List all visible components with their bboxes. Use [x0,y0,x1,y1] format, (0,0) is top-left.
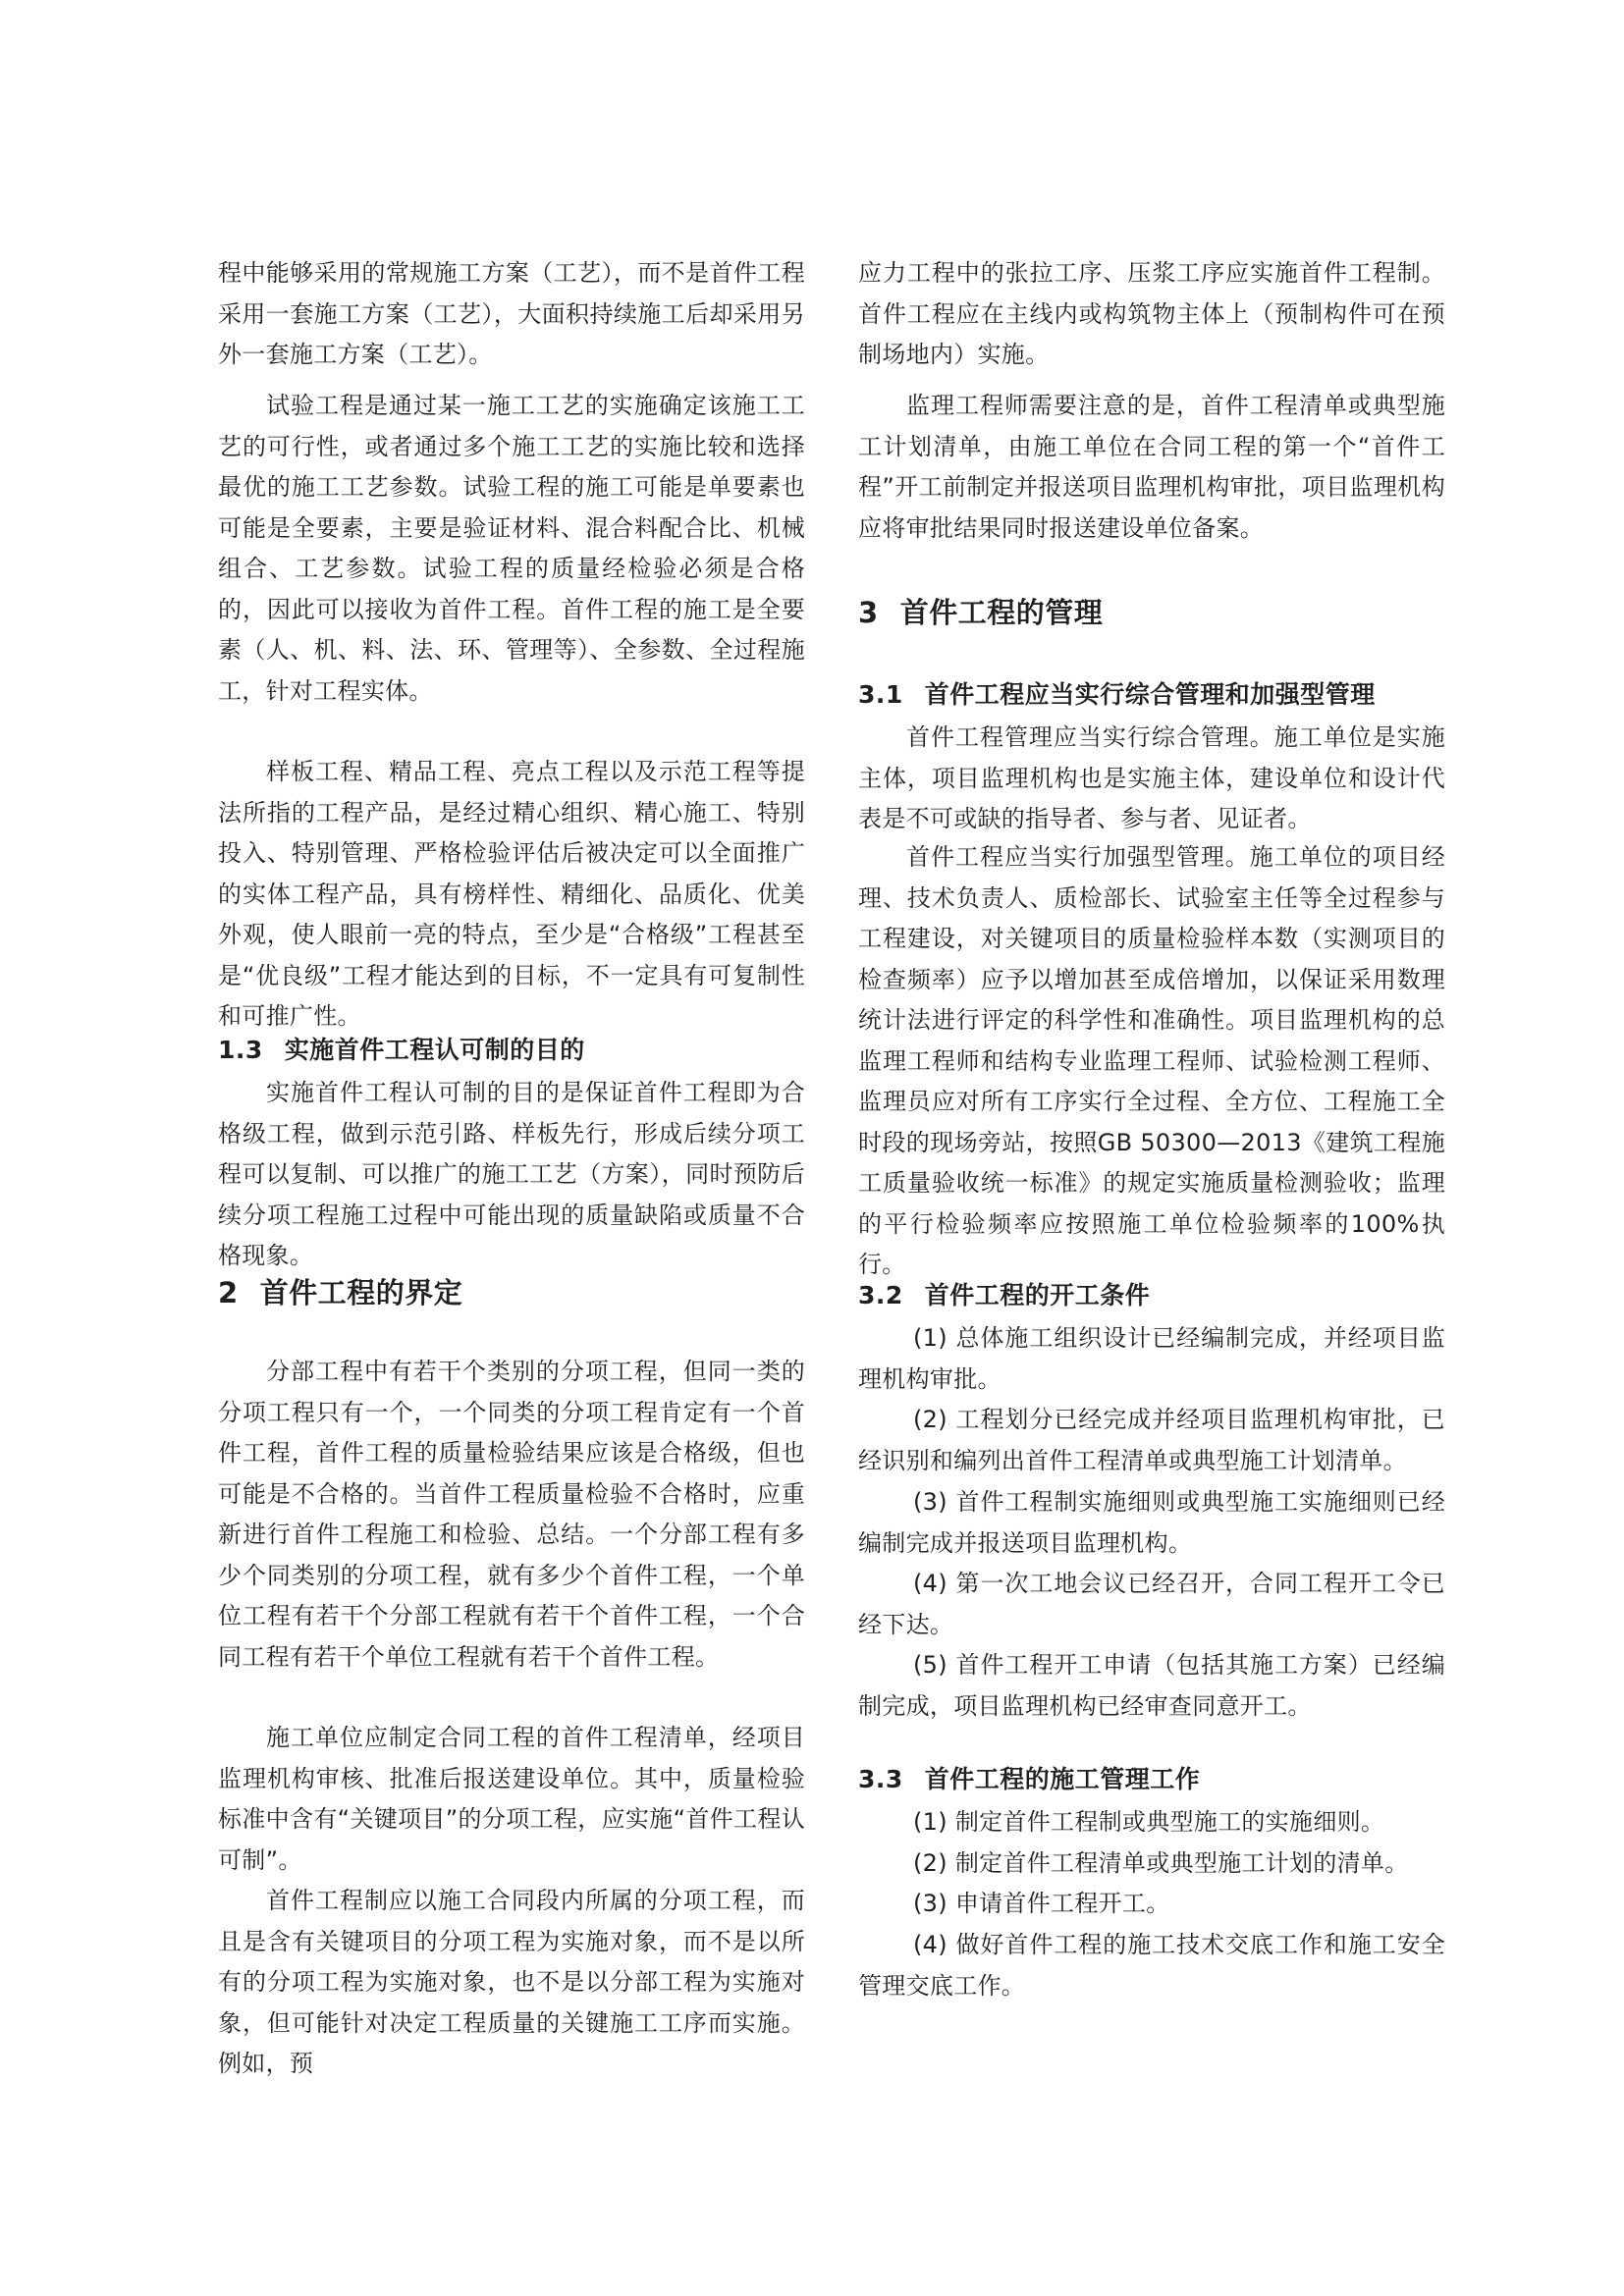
heading-number: 3 [858,596,879,629]
heading-text: 首件工程的开工条件 [924,1281,1151,1309]
list-item: (4) 做好首件工程的施工技术交底工作和施工安全管理交底工作。 [858,1931,1445,2000]
paragraph: 施工单位应制定合同工程的首件工程清单，经项目监理机构审核、批准后报送建设单位。其中，质量检验标准中含有“关键项目”的分项工程，应实施“首件工程认可制”。 [218,1724,805,1874]
heading-number: 3.3 [858,1765,903,1793]
section-heading-3-3 [858,1762,1200,1797]
list-item: (3) 首件工程制实施细则或典型施工实施细则已经编制完成并报送项目监理机构。 [858,1488,1445,1557]
heading-text: 首件工程应当实行综合管理和加强型管理 [924,680,1376,709]
list-item: (1) 制定首件工程制或典型施工的实施细则。 [913,1808,1385,1836]
section-heading-3-1 [858,677,1376,713]
paragraph: 试验工程是通过某一施工工艺的实施确定该施工工艺的可行性，或者通过多个施工工艺的实施比较和选择最优的施工工艺参数。试验工程的施工可能是单要素也可能是全要素，主要是验证材料、混合料配合比、机械组合、工艺参数。试验工程的质量经检验必须是合格的，因此可以接收为首件工程。首件工程的施工是全要素（人、机、料、法、环、管理等）、全参数、全过程施工，针对工程实体。 [218,392,805,705]
section-heading-2 [218,1273,462,1312]
heading-number: 1.3 [218,1036,263,1064]
list-item: (1) 总体施工组织设计已经编制完成，并经项目监理机构审批。 [858,1324,1445,1393]
section-heading-1-3 [218,1033,585,1068]
list-item: (2) 制定首件工程清单或典型施工计划的清单。 [913,1849,1409,1877]
paragraph: 首件工程制应以施工合同段内所属的分项工程，而且是含有关键项目的分项工程为实施对象，而不是以所有的分项工程为实施对象，也不是以分部工程为实施对象，但可能针对决定工程质量的关键施工工序而实施。例如，预 [218,1887,805,2077]
paragraph: 实施首件工程认可制的目的是保证首件工程即为合格级工程，做到示范引路、样板先行，形成后续分项工程可以复制、可以推广的施工工艺（方案），同时预防后续分项工程施工过程中可能出现的质量缺陷或质量不合格现象。 [218,1079,805,1269]
paragraph: 样板工程、精品工程、亮点工程以及示范工程等提法所指的工程产品，是经过精心组织、精心施工、特别投入、特别管理、严格检验评估后被决定可以全面推广的实体工程产品，具有榜样性、精细化、品质化、优美外观，使人眼前一亮的特点，至少是“合格级”工程甚至是“优良级”工程才能达到的目标，不一定具有可复制性和可推广性。 [218,758,805,1030]
paragraph: 分部工程中有若干个类别的分项工程，但同一类的分项工程只有一个，一个同类的分项工程肯定有一个首件工程，首件工程的质量检验结果应该是合格级，但也可能是不合格的。当首件工程质量检验不合格时，应重新进行首件工程施工和检验、总结。一个分部工程有多少个同类别的分项工程，就有多少个首件工程，一个单位工程有若干个分部工程就有若干个首件工程，一个合同工程有若干个单位工程就有若干个首件工程。 [218,1358,805,1671]
list-item: (2) 工程划分已经完成并经项目监理机构审批，已经识别和编列出首件工程清单或典型施工计划清单。 [858,1406,1445,1474]
heading-text: 首件工程的管理 [899,596,1104,629]
paragraph: 应力工程中的张拉工序、压浆工序应实施首件工程制。首件工程应在主线内或构筑物主体上（预制构件可在预制场地内）实施。 [858,259,1445,368]
heading-number: 3.2 [858,1281,903,1309]
heading-text: 实施首件工程认可制的目的 [284,1036,585,1064]
section-heading-3 [858,593,1103,632]
section-heading-3-2 [858,1278,1150,1313]
heading-number: 2 [218,1276,239,1309]
paragraph: 首件工程管理应当实行综合管理。施工单位是实施主体，项目监理机构也是实施主体，建设单位和设计代表是不可或缺的指导者、参与者、见证者。 [858,723,1445,832]
list-item: (5) 首件工程开工申请（包括其施工方案）已经编制完成，项目监理机构已经审查同意开工。 [858,1651,1445,1720]
paragraph: 监理工程师需要注意的是，首件工程清单或典型施工计划清单，由施工单位在合同工程的第一个“首件工程”开工前制定并报送项目监理机构审批，项目监理机构应将审批结果同时报送建设单位备案。 [858,392,1445,542]
heading-text: 首件工程的施工管理工作 [924,1765,1201,1793]
list-item: (3) 申请首件工程开工。 [913,1890,1170,1917]
heading-number: 3.1 [858,680,903,709]
paragraph: 首件工程应当实行加强型管理。施工单位的项目经理、技术负责人、质检部长、试验室主任等全过程参与工程建设，对关键项目的质量检验样本数（实测项目的检查频率）应予以增加甚至成倍增加，以保证采用数理统计法进行评定的科学性和准确性。项目监理机构的总监理工程师和结构专业监理工程师、试验检测工程师、监理员应对所有工序实行全过程、全方位、工程施工全时段的现场旁站，按照GB 50300—2013《建筑工程施工质量验收统一标准》的规定实施质量检测验收；监理的平行检验频率应按照施工单位检验频率的100%执行。 [858,843,1445,1278]
paragraph: 程中能够采用的常规施工方案（工艺），而不是首件工程采用一套施工方案（工艺），大面积持续施工后却采用另外一套施工方案（工艺）。 [218,259,805,368]
list-item: (4) 第一次工地会议已经召开，合同工程开工令已经下达。 [858,1570,1445,1638]
heading-text: 首件工程的界定 [259,1276,463,1309]
